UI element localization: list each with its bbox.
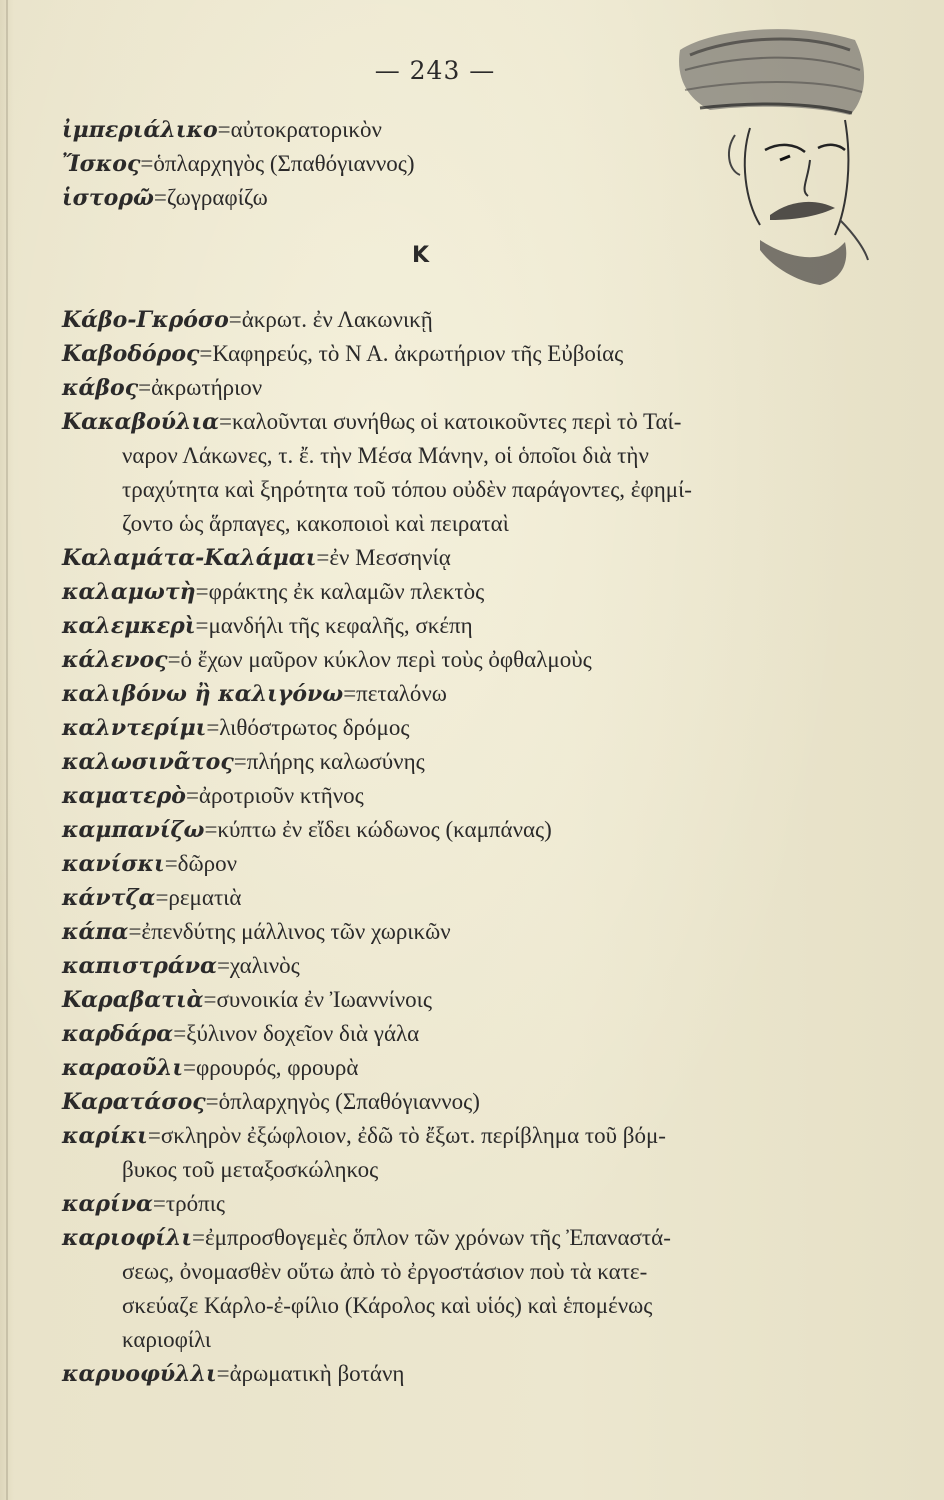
glossary-entry	[62, 747, 425, 778]
entry-term: καλαμωτὴ	[62, 579, 196, 605]
entry-definition: =αὐτοκρατορικὸν	[217, 117, 382, 142]
glossary-entry	[62, 407, 681, 438]
glossary-entry	[62, 1121, 666, 1152]
glossary-entry	[62, 543, 451, 574]
entry-definition: =ὁπλαρχηγὸς (Σπαθόγιαννος)	[140, 151, 415, 176]
entry-definition: =δῶρον	[164, 851, 238, 876]
entry-definition: =καλοῦνται συνήθως οἱ κατοικοῦντες περὶ τὸ Ταί-	[219, 409, 682, 434]
entry-definition: =ἀροτριοῦν κτῆνος	[185, 783, 364, 808]
entry-definition: =ἀρωματικὴ βοτάνη	[216, 1361, 405, 1386]
entry-definition: =ἀκρωτ. ἐν Λακωνικῇ	[228, 307, 433, 332]
entry-continuation: τραχύτητα καὶ ξηρότητα τοῦ τόπου οὐδὲν παράγοντες, ἐφημί-	[122, 477, 692, 502]
entry-definition: =ξύλινον δοχεῖον διὰ γάλα	[173, 1021, 420, 1046]
entry-term: καρδάρα	[62, 1021, 174, 1047]
entry-term: Καρατάσος	[62, 1089, 206, 1115]
glossary-entry	[62, 1189, 225, 1220]
entry-term: Κάβο-Γκρόσο	[62, 307, 229, 333]
entry-continuation: ναρον Λάκωνες, τ. ἔ. τὴν Μέσα Μάνην, οἱ ὁποῖοι διὰ τὴν	[122, 443, 649, 468]
entry-definition: =ἐμπροσθογεμὲς ὅπλον τῶν χρόνων τῆς Ἐπαναστά-	[192, 1225, 671, 1250]
entry-definition: =ὁ ἔχων μαῦρον κύκλον περὶ τοὺς ὀφθαλμοὺς	[167, 647, 592, 672]
glossary-entry	[62, 985, 432, 1016]
entry-term: ἱστορῶ	[62, 185, 154, 211]
glossary-entry	[62, 115, 382, 146]
entry-definition: =λιθόστρωτος δρόμος	[206, 715, 410, 740]
entry-definition: =φρουρός, φρουρὰ	[183, 1055, 359, 1080]
glossary-entry	[62, 149, 415, 180]
glossary-entry	[62, 339, 623, 370]
entry-term: Καραβατιὰ	[62, 987, 204, 1013]
glossary-entry	[62, 1087, 480, 1118]
entry-term: κανίσκι	[62, 851, 165, 877]
entry-term: Ἴσκος	[62, 151, 141, 177]
entry-continuation: βυκος τοῦ μεταξοσκώληκος	[122, 1157, 379, 1182]
entry-term: Κακαβούλια	[62, 409, 220, 435]
entry-term: καπιστράνα	[62, 953, 217, 979]
entry-definition: =φράκτης ἐκ καλαμῶν πλεκτὸς	[195, 579, 485, 604]
entry-term: καρυοφύλλι	[62, 1361, 217, 1387]
entry-term: καλωσινᾶτος	[62, 749, 234, 775]
entry-term: καματερὸ	[62, 783, 186, 809]
glossary-entry	[62, 611, 473, 642]
glossary-entry	[62, 373, 262, 404]
glossary-entry	[62, 1053, 358, 1084]
entry-term: καλιβόνω ἢ καλιγόνω	[62, 681, 344, 707]
glossary-entry	[62, 679, 447, 710]
entry-definition: =σκληρὸν ἐξώφλοιον, ἐδῶ τὸ ἔξωτ. περίβλημα τοῦ βόμ-	[147, 1123, 666, 1148]
entry-definition: =Καφηρεύς, τὸ Ν Α. ἀκρωτήριον τῆς Εὐβοίας	[199, 341, 624, 366]
entry-term: κάβος	[62, 375, 139, 401]
entry-definition: =τρόπις	[152, 1191, 225, 1216]
glossary-entry	[62, 713, 409, 744]
entry-term: κάντζα	[62, 885, 156, 911]
entry-continuation: ζοντο ὡς ἅρπαγες, κακοποιοὶ καὶ πειραταὶ	[122, 511, 509, 536]
entry-term: καλντερίμι	[62, 715, 207, 741]
entry-term: καραοῦλι	[62, 1055, 183, 1081]
entry-continuation: σκεύαζε Κάρλο-ἐ-φίλιο (Κάρολος καὶ υἱός) καὶ ἑπομένως	[122, 1293, 653, 1318]
entry-definition: =πλήρης καλωσύνης	[233, 749, 425, 774]
glossary-entry	[62, 849, 237, 880]
entry-term: Καλαμάτα-Καλάμαι	[62, 545, 317, 571]
entry-term: καλεμκερὶ	[62, 613, 196, 639]
glossary-entry	[62, 1019, 419, 1050]
glossary-entry	[62, 781, 364, 812]
glossary-entry	[62, 1223, 671, 1254]
glossary-entry	[62, 815, 552, 846]
entry-definition: =ζωγραφίζω	[153, 185, 268, 210]
glossary-entry	[62, 1359, 404, 1390]
entry-definition: =ρεματιὰ	[155, 885, 242, 910]
glossary-entry	[62, 645, 592, 676]
entry-term: καριοφίλι	[62, 1225, 192, 1251]
entry-definition: =ὁπλαρχηγὸς (Σπαθόγιαννος)	[205, 1089, 480, 1114]
entry-term: κάπα	[62, 919, 129, 945]
glossary-entry	[62, 183, 268, 214]
entry-definition: =συνοικία ἐν Ἰωαννίνοις	[203, 987, 432, 1012]
entry-term: κάλενος	[62, 647, 168, 673]
entry-continuation: σεως, ὀνομασθὲν οὕτω ἀπὸ τὸ ἐργοστάσιον ποὺ τὰ κατε-	[122, 1259, 648, 1284]
entry-term: Καβοδόρος	[62, 341, 200, 367]
entry-definition: =μανδήλι τῆς κεφαλῆς, σκέπη	[195, 613, 473, 638]
entry-definition: =πεταλόνω	[343, 681, 447, 706]
page-number: — 243 —	[374, 56, 496, 85]
entry-term: ἰμπεριάλικο	[62, 117, 218, 143]
section-letter-heading: K	[412, 243, 430, 268]
glossary-entry	[62, 577, 484, 608]
glossary-entry	[62, 951, 300, 982]
entry-term: καρίνα	[62, 1191, 153, 1217]
entry-definition: =ἐπενδύτης μάλλινος τῶν χωρικῶν	[128, 919, 451, 944]
entry-definition: =ἀκρωτήριον	[138, 375, 263, 400]
entry-definition: =κύπτω ἐν εἴδει κώδωνος (καμπάνας)	[204, 817, 552, 842]
entry-term: καμπανίζω	[62, 817, 205, 843]
entry-definition: =ἐν Μεσσηνίᾳ	[316, 545, 451, 570]
glossary-entry	[62, 917, 451, 948]
glossary-entry	[62, 305, 433, 336]
glossary-entry	[62, 883, 241, 914]
entry-term: καρίκι	[62, 1123, 148, 1149]
entry-definition: =χαλινὸς	[216, 953, 300, 978]
entry-continuation: καριοφίλι	[122, 1327, 212, 1352]
